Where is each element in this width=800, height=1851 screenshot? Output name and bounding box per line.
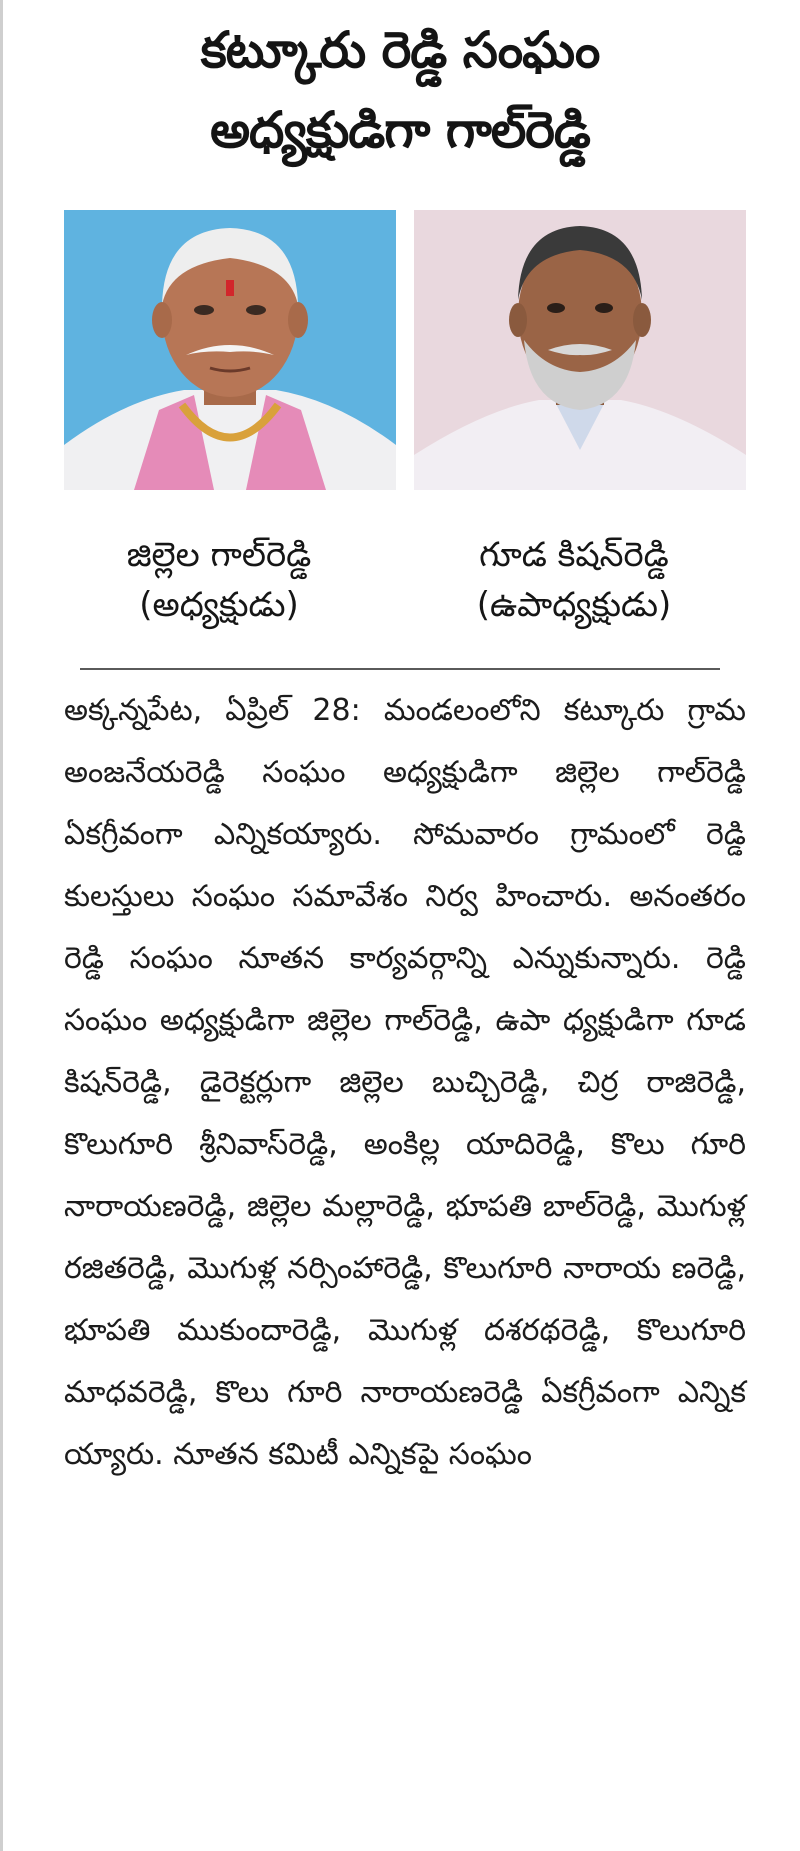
article-body: అక్కన్నపేట, ఏప్రిల్ 28: మండలంలోని కట్కూరు గ్రామ అంజనేయరెడ్డి సంఘం అధ్యక్షుడిగా జిల్లెల గాల్‌రెడ్డి ఏకగ్రీవంగా ఎన్నికయ్యారు. సోమవారం గ్రామంలో రెడ్డి కులస్తులు సంఘం సమావేశం నిర్వ హించారు. అనంతరం రెడ్డి సంఘం నూతన కార్యవర్గాన్ని ఎన్నుకున్నారు. రెడ్డి సంఘం అధ్యక్షుడిగా జిల్లెల గాల్‌రెడ్డి, ఉపా ధ్యక్షుడిగా గూడ కిషన్‌రెడ్డి, డైరెక్టర్లుగా జిల్లెల బుచ్చిరెడ్డి, చిర్ర రాజిరెడ్డి, కొలుగూరి శ్రీనివాస్‌రెడ్డి, అంకిల్ల యాదిరెడ్డి, కొలు గూరి నారాయణరెడ్డి, జిల్లెల మల్లారెడ్డి, భూపతి బాల్‌రెడ్డి, మొగుళ్ల రజితరెడ్డి, మొగుళ్ల నర్సింహారెడ్డి, కొలుగూరి నారాయ ణరెడ్డి, భూపతి ముకుందారెడ్డి, మొగుళ్ల దశరథరెడ్డి, కొలుగూరి మాధవరెడ్డి, కొలు గూరి నారాయణరెడ్డి ఏకగ్రీవంగా ఎన్నిక య్యారు. నూతన కమిటీ ఎన్నికపై సంఘం bbox=[64, 693, 746, 1472]
caption-vice-president-role: (ఉపాధ్యక్షుడు) bbox=[476, 585, 672, 625]
portrait-vice-president-image bbox=[414, 210, 746, 490]
caption-vice-president bbox=[414, 530, 734, 630]
page-edge-rule bbox=[0, 0, 3, 1851]
caption-president bbox=[64, 530, 374, 630]
portrait-president-image bbox=[64, 210, 396, 490]
portrait-president bbox=[64, 210, 396, 490]
headline-line-2: అధ్యక్షుడిగా గాల్‌రెడ్డి bbox=[210, 101, 590, 159]
caption-president-name: జిల్లెల గాల్‌రెడ్డి bbox=[126, 535, 312, 575]
headline-line-1: కట్కూరు రెడ్డి సంఘం bbox=[200, 21, 600, 79]
caption-divider bbox=[80, 668, 720, 670]
portrait-vice-president bbox=[414, 210, 746, 490]
caption-president-role: (అధ్యక్షుడు) bbox=[139, 585, 299, 625]
caption-vice-president-name: గూడ కిషన్‌రెడ్డి bbox=[479, 535, 669, 575]
headline bbox=[20, 10, 780, 170]
newspaper-clipping bbox=[20, 0, 780, 1851]
